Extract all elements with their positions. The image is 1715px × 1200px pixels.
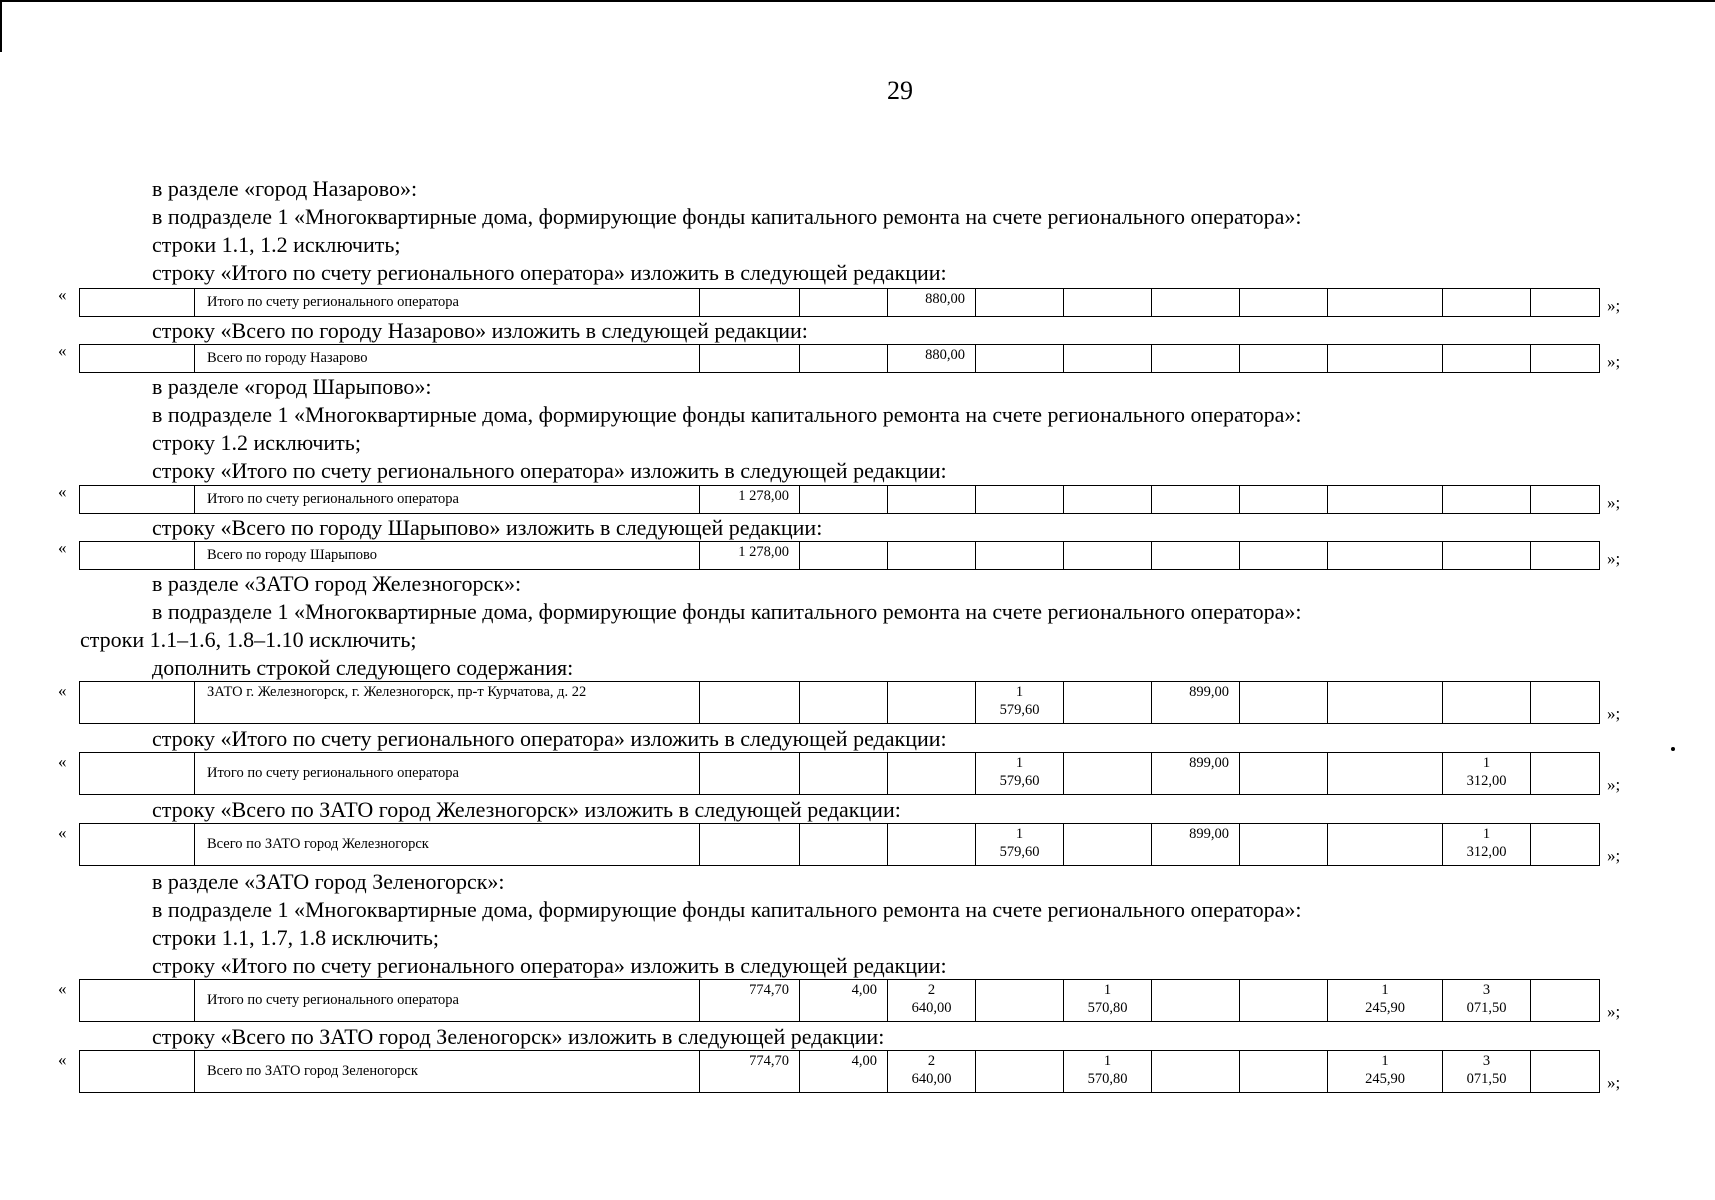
- instruction-line: строки 1.1, 1.2 исключить;: [152, 232, 401, 257]
- instruction-line: строку «Итого по счету регионального оператора» изложить в следующей редакции:: [152, 726, 947, 751]
- cell-name: ЗАТО г. Железногорск, г. Железногорск, пр-т Курчатова, д. 22: [195, 682, 700, 724]
- instruction-line: дополнить строкой следующего содержания:: [152, 655, 574, 680]
- value-part: 640,00: [911, 1000, 952, 1016]
- table-row: [79, 681, 1600, 724]
- cell-number: [80, 345, 195, 373]
- cell-value: [976, 1051, 1064, 1093]
- table-row: [79, 485, 1600, 514]
- value-part: 570,80: [1087, 1071, 1128, 1087]
- cell-value: [1240, 345, 1328, 373]
- cell-value: [1531, 753, 1600, 795]
- cell-value: 880,00: [888, 345, 976, 373]
- cell-value: [1152, 542, 1240, 570]
- cell-name: Итого по счету регионального оператора: [195, 753, 700, 795]
- cell-name: Всего по городу Шарыпово: [195, 542, 700, 570]
- value-part: 1: [1381, 1053, 1389, 1069]
- cell-value: [1328, 289, 1443, 317]
- cell-value: [888, 542, 976, 570]
- close-quote: »;: [1607, 493, 1621, 512]
- cell-name: Итого по счету регионального оператора: [195, 289, 700, 317]
- cell-value: [1064, 289, 1152, 317]
- value-part: 579,60: [999, 844, 1040, 860]
- value-part: 312,00: [1466, 773, 1507, 789]
- cell-value: [1328, 980, 1443, 1022]
- cell-value: [1443, 980, 1531, 1022]
- cell-value: [700, 345, 800, 373]
- cell-value: [1064, 542, 1152, 570]
- cell-value: [1443, 682, 1531, 724]
- cell-value: [1240, 289, 1328, 317]
- value-part: 071,50: [1466, 1071, 1507, 1087]
- cell-name: Всего по ЗАТО город Зеленогорск: [195, 1051, 700, 1093]
- scan-edge-top: [0, 0, 1715, 2]
- cell-number: [80, 289, 195, 317]
- cell-value: [1443, 824, 1531, 866]
- open-quote: «: [58, 285, 67, 304]
- value-part: 579,60: [999, 702, 1040, 718]
- cell-value: [1064, 1051, 1152, 1093]
- cell-value: [1443, 486, 1531, 514]
- open-quote: «: [58, 1050, 67, 1069]
- cell-value: [1531, 542, 1600, 570]
- cell-value: [1443, 1051, 1531, 1093]
- cell-value: 1 278,00: [700, 542, 800, 570]
- cell-value: [1064, 980, 1152, 1022]
- cell-value: [800, 753, 888, 795]
- open-quote: «: [58, 681, 67, 700]
- cell-value: [1531, 824, 1600, 866]
- cell-value: [1531, 682, 1600, 724]
- cell-value: [1064, 486, 1152, 514]
- value-part: 245,90: [1365, 1000, 1405, 1016]
- value-part: 640,00: [911, 1071, 952, 1087]
- value-part: 245,90: [1365, 1071, 1405, 1087]
- subsection-heading: в подразделе 1 «Многоквартирные дома, формирующие фонды капитального ремонта на счете регионального оператора»:: [152, 402, 1302, 427]
- section-heading: в разделе «город Шарыпово»:: [152, 374, 432, 399]
- table-row: [79, 979, 1600, 1022]
- cell-value: [1531, 345, 1600, 373]
- table-row: [79, 344, 1600, 373]
- value-part: 2: [927, 982, 936, 998]
- cell-value: [1328, 1051, 1443, 1093]
- cell-value: [1328, 486, 1443, 514]
- cell-name: Итого по счету регионального оператора: [195, 980, 700, 1022]
- cell-value: [1443, 345, 1531, 373]
- cell-value: [1531, 486, 1600, 514]
- close-quote: »;: [1607, 352, 1621, 371]
- cell-value: [700, 682, 800, 724]
- cell-value: [976, 486, 1064, 514]
- cell-value: 880,00: [888, 289, 976, 317]
- instruction-line: строку «Всего по ЗАТО город Зеленогорск» изложить в следующей редакции:: [152, 1024, 885, 1049]
- open-quote: «: [58, 823, 67, 842]
- cell-value: [888, 486, 976, 514]
- cell-value: [1152, 345, 1240, 373]
- cell-value: [976, 345, 1064, 373]
- cell-value: [1240, 753, 1328, 795]
- scan-speck: [1671, 747, 1675, 751]
- open-quote: «: [58, 538, 67, 557]
- close-quote: »;: [1607, 296, 1621, 315]
- cell-value: [1064, 824, 1152, 866]
- instruction-line: строку «Итого по счету регионального оператора» изложить в следующей редакции:: [152, 953, 947, 978]
- cell-value: [1240, 486, 1328, 514]
- value-part: 071,50: [1466, 1000, 1507, 1016]
- cell-value: [1240, 824, 1328, 866]
- table-row: [79, 288, 1600, 317]
- cell-value: [1064, 345, 1152, 373]
- close-quote: »;: [1607, 775, 1621, 794]
- cell-number: [80, 824, 195, 866]
- instruction-line: строку «Всего по ЗАТО город Железногорск» изложить в следующей редакции:: [152, 797, 901, 822]
- instruction-line: строку 1.2 исключить;: [152, 430, 361, 455]
- instruction-line: строки 1.1–1.6, 1.8–1.10 исключить;: [80, 627, 417, 652]
- instruction-line: строку «Всего по городу Шарыпово» изложить в следующей редакции:: [152, 515, 823, 540]
- cell-value: [1064, 753, 1152, 795]
- value-part: 3: [1482, 1053, 1491, 1069]
- value-part: 1: [1381, 982, 1389, 998]
- subsection-heading: в подразделе 1 «Многоквартирные дома, формирующие фонды капитального ремонта на счете регионального оператора»:: [152, 204, 1302, 229]
- cell-value: 4,00: [800, 980, 888, 1022]
- cell-value: 774,70: [700, 1051, 800, 1093]
- close-quote: »;: [1607, 549, 1621, 568]
- cell-value: [800, 345, 888, 373]
- value-part: 1: [1103, 982, 1112, 998]
- cell-value: [1240, 1051, 1328, 1093]
- cell-value: [976, 682, 1064, 724]
- cell-value: [888, 682, 976, 724]
- scan-edge-left: [0, 0, 2, 52]
- table-row: [79, 823, 1600, 866]
- cell-value: [800, 486, 888, 514]
- cell-value: [1328, 682, 1443, 724]
- cell-value: [700, 289, 800, 317]
- section-heading: в разделе «ЗАТО город Зеленогорск»:: [152, 869, 505, 894]
- section-heading: в разделе «ЗАТО город Железногорск»:: [152, 571, 522, 596]
- open-quote: «: [58, 979, 67, 998]
- cell-value: [888, 753, 976, 795]
- open-quote: «: [58, 482, 67, 501]
- cell-value: [976, 542, 1064, 570]
- cell-value: [1152, 1051, 1240, 1093]
- cell-number: [80, 753, 195, 795]
- instruction-line: строку «Итого по счету регионального оператора» изложить в следующей редакции:: [152, 260, 947, 285]
- cell-value: [800, 824, 888, 866]
- value-part: 1: [1015, 826, 1024, 842]
- cell-value: [888, 824, 976, 866]
- section-heading: в разделе «город Назарово»:: [152, 176, 418, 201]
- cell-name: Всего по ЗАТО город Железногорск: [195, 824, 700, 866]
- cell-value: 4,00: [800, 1051, 888, 1093]
- cell-value: [1328, 824, 1443, 866]
- value-part: 2: [927, 1053, 936, 1069]
- value-part: 1: [1015, 755, 1024, 771]
- cell-value: [1328, 753, 1443, 795]
- cell-value: 774,70: [700, 980, 800, 1022]
- cell-value: [976, 753, 1064, 795]
- cell-value: [700, 753, 800, 795]
- subsection-heading: в подразделе 1 «Многоквартирные дома, формирующие фонды капитального ремонта на счете регионального оператора»:: [152, 897, 1302, 922]
- cell-value: [1443, 289, 1531, 317]
- value-part: 1: [1103, 1053, 1112, 1069]
- instruction-line: строки 1.1, 1.7, 1.8 исключить;: [152, 925, 440, 950]
- cell-number: [80, 980, 195, 1022]
- close-quote: »;: [1607, 846, 1621, 865]
- cell-value: [800, 289, 888, 317]
- instruction-line: строку «Итого по счету регионального оператора» изложить в следующей редакции:: [152, 458, 947, 483]
- subsection-heading: в подразделе 1 «Многоквартирные дома, формирующие фонды капитального ремонта на счете регионального оператора»:: [152, 599, 1302, 624]
- cell-value: [800, 542, 888, 570]
- cell-number: [80, 486, 195, 514]
- cell-value: [1531, 980, 1600, 1022]
- value-part: 1: [1015, 684, 1024, 700]
- page-number: 29: [887, 76, 913, 105]
- cell-value: [1152, 486, 1240, 514]
- cell-value: [700, 824, 800, 866]
- cell-value: [1443, 753, 1531, 795]
- cell-value: [976, 289, 1064, 317]
- cell-number: [80, 682, 195, 724]
- cell-name: Итого по счету регионального оператора: [195, 486, 700, 514]
- cell-name: Всего по городу Назарово: [195, 345, 700, 373]
- open-quote: «: [58, 752, 67, 771]
- cell-value: [800, 682, 888, 724]
- cell-value: [1328, 345, 1443, 373]
- cell-value: [1443, 542, 1531, 570]
- table-row: [79, 752, 1600, 795]
- cell-value: [888, 1051, 976, 1093]
- cell-value: [1240, 682, 1328, 724]
- value-part: 570,80: [1087, 1000, 1128, 1016]
- cell-value: 899,00: [1152, 824, 1240, 866]
- value-part: 312,00: [1466, 844, 1507, 860]
- cell-value: [1064, 682, 1152, 724]
- cell-value: [1531, 1051, 1600, 1093]
- cell-value: [1240, 980, 1328, 1022]
- cell-value: 899,00: [1152, 682, 1240, 724]
- cell-value: [1328, 542, 1443, 570]
- close-quote: »;: [1607, 1002, 1621, 1021]
- close-quote: »;: [1607, 1073, 1621, 1092]
- value-part: 579,60: [999, 773, 1040, 789]
- cell-value: 1 278,00: [700, 486, 800, 514]
- instruction-line: строку «Всего по городу Назарово» изложить в следующей редакции:: [152, 318, 808, 343]
- open-quote: «: [58, 341, 67, 360]
- cell-number: [80, 542, 195, 570]
- cell-number: [80, 1051, 195, 1093]
- value-part: 3: [1482, 982, 1491, 998]
- cell-value: [976, 824, 1064, 866]
- cell-value: 899,00: [1152, 753, 1240, 795]
- cell-value: [888, 980, 976, 1022]
- cell-value: [976, 980, 1064, 1022]
- cell-value: [1240, 542, 1328, 570]
- cell-value: [1152, 289, 1240, 317]
- cell-value: [1531, 289, 1600, 317]
- cell-value: [1152, 980, 1240, 1022]
- value-part: 1: [1482, 755, 1491, 771]
- table-row: [79, 1050, 1600, 1093]
- value-part: 1: [1482, 826, 1491, 842]
- table-row: [79, 541, 1600, 570]
- close-quote: »;: [1607, 704, 1621, 723]
